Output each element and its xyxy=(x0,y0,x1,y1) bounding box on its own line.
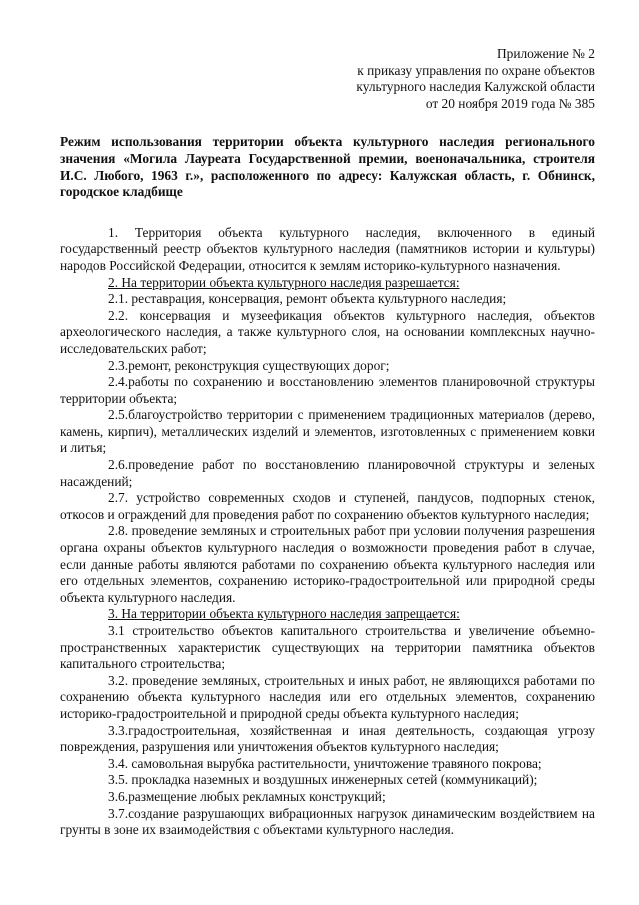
section-heading-text: 3. На территории объекта культурного наследия запрещается: xyxy=(108,606,460,622)
appendix-line: культурного наследия Калужской области xyxy=(356,79,595,95)
document-title: Режим использования территории объекта культурного наследия регионального значения «Могила Лауреата Государственной премии, военоначальника, строителя И.С. Любого, 1963 г.», расположенного по адресу: Калужская область, г. Обнинск, городское кладбище xyxy=(60,134,595,200)
appendix-line: к приказу управления по охране объектов xyxy=(357,62,595,78)
paragraph-2-1: 2.1. реставрация, консервация, ремонт объекта культурного наследия; xyxy=(108,291,507,307)
paragraph-2-3: 2.3.ремонт, реконструкция существующих дорог; xyxy=(108,357,390,373)
paragraph-3-7: 3.7.создание разрушающих вибрационных нагрузок динамическим воздействием на грунты в зоне их взаимодействия с объектами культурного наследия. xyxy=(60,805,595,838)
paragraph-2-2: 2.2. консервация и музеефикация объектов культурного наследия, объектов археологического наследия, а также культурного слоя, на основании комплексных научно-исследовательских работ; xyxy=(60,307,595,356)
paragraph-3-1: 3.1 строительство объектов капитального строительства и увеличение объемно-пространственных характеристик существующих на территории памятника объектов капитального строительства; xyxy=(60,623,595,672)
paragraph-2-6: 2.6.проведение работ по восстановлению планировочной структуры и зеленых насаждений; xyxy=(60,457,595,489)
appendix-line: от 20 ноября 2019 года № 385 xyxy=(425,95,595,111)
paragraph-3-2: 3.2. проведение земляных, строительных и иных работ, не являющихся работами по сохранению объекта культурного наследия или его отдельных элементов, сохранению историко-градостроительной и природной среды объекта культурного наследия; xyxy=(60,672,595,721)
section-heading-text: 2. На территории объекта культурного наследия разрешается: xyxy=(108,274,460,290)
paragraph-3-5: 3.5. прокладка наземных и воздушных инженерных сетей (коммуникаций); xyxy=(108,772,538,788)
appendix-line: Приложение № 2 xyxy=(496,46,595,61)
paragraph-2-5: 2.5.благоустройство территории с применением традиционных материалов (дерево, камень, кирпич), металлических изделий и элементов, изготовленных с применением ковки и литья; xyxy=(60,407,595,456)
paragraph-3-4: 3.4. самовольная вырубка растительности, уничтожение травяного покрова; xyxy=(108,755,542,771)
paragraph-1: 1. Территория объекта культурного наследия, включенного в единый государственный реестр объектов культурного наследия (памятников истории и культуры) народов Российской Федерации, относится к землям историко-культурного назначения. xyxy=(60,224,595,273)
paragraph-2-4: 2.4.работы по сохранению и восстановлению элементов планировочной структуры территории объекта; xyxy=(60,374,595,406)
section-heading-3 xyxy=(60,606,595,623)
paragraph-3-6: 3.6.размещение любых рекламных конструкций; xyxy=(108,788,386,804)
paragraph-2-7: 2.7. устройство современных сходов и ступеней, пандусов, подпорных стенок, откосов и ограждений для проведения работ по сохранению объектов культурного наследия; xyxy=(60,490,595,522)
paragraph-2-8: 2.8. проведение земляных и строительных работ при условии получения разрешения органа охраны объектов культурного наследия о возможности проведения работ в случае, если данные работы являются работами по сохранению объекта культурного наследия или его отдельных элементов, сохранению историко-градостроительной или природной среды объекта культурного наследия. xyxy=(60,523,595,605)
appendix-header xyxy=(60,46,595,112)
document-body xyxy=(60,225,595,839)
paragraph-3-3: 3.3.градостроительная, хозяйственная и иная деятельность, создающая угрозу повреждения, разрушения или уничтожения объектов культурного наследия; xyxy=(60,722,595,755)
section-heading-2 xyxy=(60,275,595,292)
